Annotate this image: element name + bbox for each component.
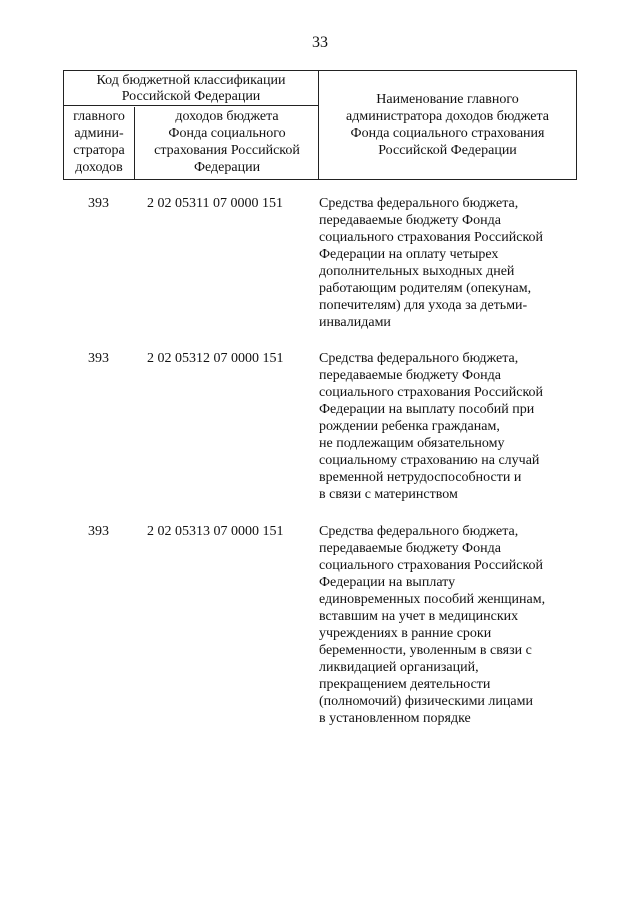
name-line: социального страхования Российской bbox=[319, 230, 544, 245]
name-line: в связи с материнством bbox=[319, 487, 458, 502]
name-line: передаваемые бюджету Фонда bbox=[319, 213, 501, 228]
admin-code-cell: 393 bbox=[88, 196, 109, 211]
name-line: Средства федерального бюджета, bbox=[319, 524, 519, 539]
name-line: вставшим на учет в медицинских bbox=[319, 609, 519, 624]
administrator-name-column-heading bbox=[319, 71, 576, 179]
header-line: доходов bbox=[75, 160, 123, 175]
header-line: Код бюджетной классификации bbox=[96, 73, 286, 88]
name-line: Федерации на оплату четырех bbox=[319, 247, 499, 262]
name-line: работающим родителям (опекунам, bbox=[319, 281, 532, 296]
name-line: единовременных пособий женщинам, bbox=[319, 592, 546, 607]
income-code-cell: 2 02 05313 07 0000 151 bbox=[147, 524, 284, 539]
income-code-cell: 2 02 05312 07 0000 151 bbox=[147, 351, 284, 366]
header-line: Фонда социального страхования bbox=[350, 126, 545, 141]
income-name-cell bbox=[319, 523, 577, 727]
header-line: доходов бюджета bbox=[175, 109, 279, 124]
name-line: Федерации на выплату пособий при bbox=[319, 402, 535, 417]
name-line: ликвидацией организаций, bbox=[319, 660, 479, 675]
name-line: передаваемые бюджету Фонда bbox=[319, 368, 501, 383]
income-name-cell bbox=[319, 195, 577, 331]
budget-classification-code-group bbox=[64, 71, 319, 179]
name-line: Средства федерального бюджета, bbox=[319, 196, 519, 211]
name-line: Средства федерального бюджета, bbox=[319, 351, 519, 366]
name-line: (полномочий) физическими лицами bbox=[319, 694, 533, 709]
name-line: социального страхования Российской bbox=[319, 558, 544, 573]
fund-income-column-heading bbox=[136, 107, 318, 179]
budget-classification-code-heading bbox=[64, 71, 318, 106]
name-line: инвалидами bbox=[319, 315, 391, 330]
table-header bbox=[63, 70, 577, 180]
income-code-cell: 2 02 05311 07 0000 151 bbox=[147, 196, 283, 211]
header-line: Фонда социального bbox=[168, 126, 286, 141]
name-line: социального страхования Российской bbox=[319, 385, 544, 400]
name-line: дополнительных выходных дней bbox=[319, 264, 515, 279]
header-line: стратора bbox=[73, 143, 125, 158]
name-line: рождении ребенка гражданам, bbox=[319, 419, 500, 434]
name-line: Федерации на выплату bbox=[319, 575, 456, 590]
name-line: учреждениях в ранние сроки bbox=[319, 626, 492, 641]
name-line: в установленном порядке bbox=[319, 711, 471, 726]
header-line: админи- bbox=[74, 126, 124, 141]
name-line: социальному страхованию на случай bbox=[319, 453, 540, 468]
name-line: беременности, уволенным в связи с bbox=[319, 643, 532, 658]
income-name-cell bbox=[319, 350, 577, 503]
name-line: попечителям) для ухода за детьми- bbox=[319, 298, 528, 313]
header-line: страхования Российской bbox=[154, 143, 300, 158]
header-line: Российской Федерации bbox=[121, 89, 261, 104]
admin-code-cell: 393 bbox=[88, 524, 109, 539]
header-line: Наименование главного bbox=[376, 92, 519, 107]
name-line: временной нетрудоспособности и bbox=[319, 470, 522, 485]
chief-administrator-column-heading bbox=[64, 107, 135, 179]
header-line: Российской Федерации bbox=[378, 143, 517, 158]
name-line: не подлежащим обязательному bbox=[319, 436, 505, 451]
header-line: администратора доходов бюджета bbox=[346, 109, 549, 124]
header-line: Федерации bbox=[193, 160, 261, 175]
header-line: главного bbox=[73, 109, 125, 124]
name-line: прекращением деятельности bbox=[319, 677, 491, 692]
page-number: 33 bbox=[312, 34, 328, 51]
name-line: передаваемые бюджету Фонда bbox=[319, 541, 501, 556]
admin-code-cell: 393 bbox=[88, 351, 109, 366]
